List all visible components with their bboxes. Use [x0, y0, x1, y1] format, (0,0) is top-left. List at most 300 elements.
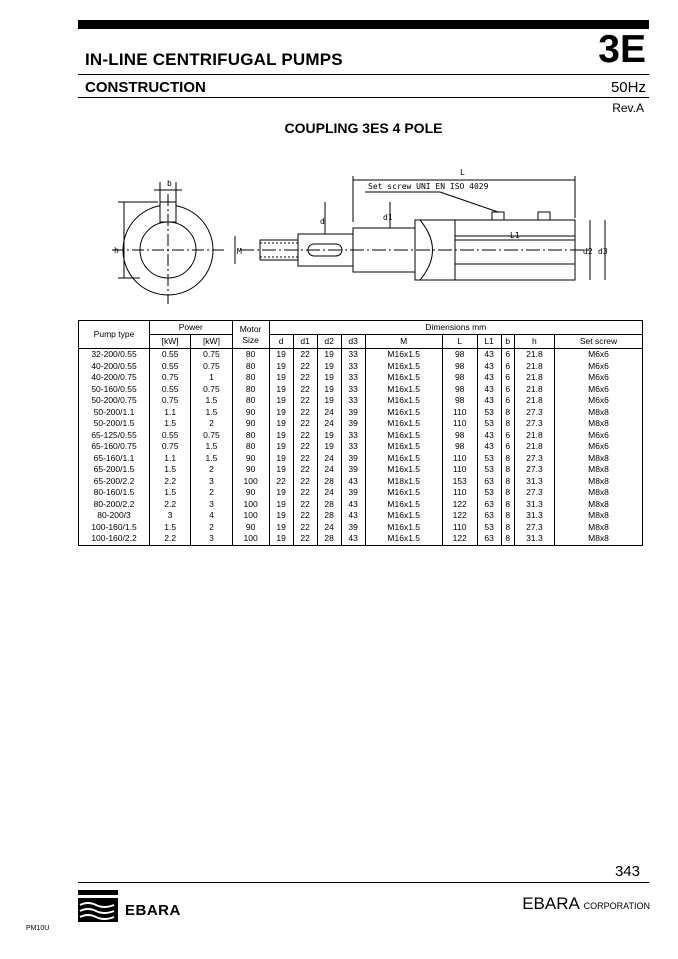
- header-rule-thick: [78, 20, 649, 29]
- table-cell: M8x8: [555, 499, 643, 511]
- pump-type-cell: 65-160/0.75: [79, 441, 150, 453]
- table-cell: 21.8: [514, 372, 554, 384]
- table-cell: 21.8: [514, 384, 554, 396]
- dimensions-table: [78, 320, 643, 546]
- col-power: Power: [150, 321, 233, 335]
- table-cell: 28: [317, 510, 341, 522]
- ebara-logo-icon: [78, 890, 120, 922]
- table-cell: 43: [477, 349, 501, 361]
- table-cell: 22: [293, 499, 317, 511]
- table-cell: 33: [341, 372, 365, 384]
- table-cell: 6: [501, 349, 514, 361]
- table-cell: 2: [191, 418, 232, 430]
- table-cell: 1.5: [191, 453, 232, 465]
- table-cell: 43: [477, 441, 501, 453]
- col-dimensions: Dimensions mm: [269, 321, 642, 335]
- table-cell: 1.1: [150, 453, 191, 465]
- table-cell: 8: [501, 510, 514, 522]
- table-cell: M6x6: [555, 349, 643, 361]
- table-cell: 19: [269, 395, 293, 407]
- table-row: [79, 395, 643, 407]
- table-cell: 1.5: [150, 464, 191, 476]
- table-cell: 0.75: [191, 384, 232, 396]
- table-cell: 19: [269, 453, 293, 465]
- table-cell: 2: [191, 522, 232, 534]
- table-cell: 43: [477, 361, 501, 373]
- table-cell: 19: [317, 430, 341, 442]
- pump-type-cell: 80-160/1.5: [79, 487, 150, 499]
- table-cell: 1.5: [150, 487, 191, 499]
- table-cell: 153: [442, 476, 477, 488]
- table-cell: M8x8: [555, 407, 643, 419]
- table-cell: 0.55: [150, 430, 191, 442]
- table-cell: 122: [442, 499, 477, 511]
- logo-wordmark: EBARA: [125, 902, 181, 919]
- table-cell: 27.3: [514, 522, 554, 534]
- table-cell: 8: [501, 418, 514, 430]
- table-cell: 24: [317, 453, 341, 465]
- table-cell: 2.2: [150, 533, 191, 545]
- table-cell: 0.75: [150, 395, 191, 407]
- table-cell: 0.55: [150, 349, 191, 361]
- table-cell: 22: [293, 453, 317, 465]
- table-cell: 27.3: [514, 453, 554, 465]
- table-cell: 3: [191, 476, 232, 488]
- page-number: 343: [614, 863, 640, 880]
- table-cell: 8: [501, 533, 514, 545]
- table-cell: M16x1.5: [365, 349, 442, 361]
- set-screw-2: [538, 212, 550, 220]
- subheader-cell: d2: [317, 335, 341, 349]
- table-cell: 39: [341, 487, 365, 499]
- table-cell: M16x1.5: [365, 487, 442, 499]
- table-cell: 27.3: [514, 487, 554, 499]
- table-cell: 90: [232, 464, 269, 476]
- table-cell: 98: [442, 361, 477, 373]
- table-cell: 110: [442, 418, 477, 430]
- table-cell: 31.3: [514, 533, 554, 545]
- table-cell: M16x1.5: [365, 499, 442, 511]
- pump-type-cell: 80-200/3: [79, 510, 150, 522]
- table-cell: M8x8: [555, 476, 643, 488]
- table-cell: M8x8: [555, 418, 643, 430]
- table-cell: 21.8: [514, 349, 554, 361]
- table-row: [79, 476, 643, 488]
- table-row: [79, 487, 643, 499]
- document-code: PM10U: [26, 925, 50, 932]
- table-cell: 0.55: [150, 384, 191, 396]
- pump-type-cell: 65-200/1.5: [79, 464, 150, 476]
- table-cell: M16x1.5: [365, 522, 442, 534]
- table-row: [79, 464, 643, 476]
- table-cell: 6: [501, 430, 514, 442]
- table-cell: 27.3: [514, 407, 554, 419]
- table-cell: 63: [477, 533, 501, 545]
- table-cell: 110: [442, 522, 477, 534]
- table-cell: 90: [232, 407, 269, 419]
- table-cell: 53: [477, 487, 501, 499]
- table-cell: 19: [269, 430, 293, 442]
- table-cell: 31.3: [514, 476, 554, 488]
- subheader-cell: L1: [477, 335, 501, 349]
- table-cell: 122: [442, 510, 477, 522]
- table-cell: M16x1.5: [365, 372, 442, 384]
- table-cell: M8x8: [555, 522, 643, 534]
- table-cell: M8x8: [555, 487, 643, 499]
- table-cell: 22: [293, 372, 317, 384]
- subheader-cell: b: [501, 335, 514, 349]
- table-row: [79, 453, 643, 465]
- pump-type-cell: 50-200/0.75: [79, 395, 150, 407]
- table-cell: 90: [232, 487, 269, 499]
- pump-type-cell: 40-200/0.75: [79, 372, 150, 384]
- table-cell: 0.75: [150, 372, 191, 384]
- table-cell: 27.3: [514, 418, 554, 430]
- table-cell: 19: [317, 361, 341, 373]
- table-cell: 6: [501, 372, 514, 384]
- table-cell: 1.5: [150, 418, 191, 430]
- table-cell: 27.3: [514, 464, 554, 476]
- table-cell: M6x6: [555, 361, 643, 373]
- table-cell: M6x6: [555, 430, 643, 442]
- subheader-cell: d1: [293, 335, 317, 349]
- table-cell: 53: [477, 522, 501, 534]
- pump-type-cell: 40-200/0.55: [79, 361, 150, 373]
- table-row: [79, 441, 643, 453]
- table-cell: 39: [341, 453, 365, 465]
- table-cell: 22: [293, 395, 317, 407]
- table-cell: 19: [317, 372, 341, 384]
- dim-L-label: L: [460, 168, 465, 177]
- coupling-technical-drawing: [100, 162, 620, 312]
- table-cell: M6x6: [555, 372, 643, 384]
- table-cell: M16x1.5: [365, 418, 442, 430]
- table-cell: 6: [501, 441, 514, 453]
- page-title: IN-LINE CENTRIFUGAL PUMPS: [85, 50, 343, 69]
- table-cell: 39: [341, 407, 365, 419]
- table-cell: 80: [232, 441, 269, 453]
- table-cell: 2: [191, 487, 232, 499]
- table-cell: 100: [232, 499, 269, 511]
- table-cell: 8: [501, 499, 514, 511]
- table-cell: M16x1.5: [365, 407, 442, 419]
- table-cell: 22: [293, 418, 317, 430]
- table-cell: 98: [442, 430, 477, 442]
- table-cell: 33: [341, 430, 365, 442]
- table-cell: 19: [269, 418, 293, 430]
- table-cell: 110: [442, 487, 477, 499]
- subheader-cell: d: [269, 335, 293, 349]
- table-cell: 3: [191, 499, 232, 511]
- table-row: [79, 349, 643, 361]
- revision-label: Rev.A: [612, 101, 644, 115]
- table-cell: 8: [501, 522, 514, 534]
- table-cell: 19: [317, 349, 341, 361]
- table-cell: 24: [317, 522, 341, 534]
- table-cell: M6x6: [555, 441, 643, 453]
- table-cell: 21.8: [514, 395, 554, 407]
- table-cell: 8: [501, 407, 514, 419]
- table-cell: 100: [232, 510, 269, 522]
- table-cell: M16x1.5: [365, 384, 442, 396]
- frequency-label: 50Hz: [610, 79, 646, 96]
- table-cell: 19: [269, 499, 293, 511]
- table-cell: 1.5: [191, 395, 232, 407]
- table-cell: 110: [442, 453, 477, 465]
- pump-type-cell: 65-125/0.55: [79, 430, 150, 442]
- table-cell: 100: [232, 476, 269, 488]
- table-cell: 22: [293, 510, 317, 522]
- pump-type-cell: 50-200/1.5: [79, 418, 150, 430]
- table-cell: 21.8: [514, 430, 554, 442]
- table-cell: 80: [232, 384, 269, 396]
- table-cell: 39: [341, 522, 365, 534]
- table-cell: 43: [341, 499, 365, 511]
- table-cell: 98: [442, 441, 477, 453]
- col-pump-type: Pump type: [79, 321, 150, 349]
- set-screw-callout: Set screw UNI EN ISO 4029: [368, 182, 489, 191]
- table-cell: 19: [317, 395, 341, 407]
- dim-d2-label: d2: [583, 247, 593, 256]
- subheader-cell: [kW]: [191, 335, 232, 349]
- table-cell: 8: [501, 453, 514, 465]
- table-cell: 43: [477, 372, 501, 384]
- dim-h-label: h: [114, 246, 119, 255]
- table-cell: 0.75: [150, 441, 191, 453]
- table-row: [79, 418, 643, 430]
- table-cell: 110: [442, 407, 477, 419]
- table-cell: 53: [477, 407, 501, 419]
- table-cell: 24: [317, 464, 341, 476]
- pump-type-cell: 50-200/1.1: [79, 407, 150, 419]
- table-cell: 22: [293, 349, 317, 361]
- table-cell: 19: [269, 487, 293, 499]
- table-cell: 19: [269, 407, 293, 419]
- table-cell: 21.8: [514, 361, 554, 373]
- table-cell: M16x1.5: [365, 395, 442, 407]
- table-cell: 21.8: [514, 441, 554, 453]
- pump-type-cell: 100-160/1.5: [79, 522, 150, 534]
- table-cell: 22: [293, 384, 317, 396]
- table-cell: 1.1: [150, 407, 191, 419]
- table-cell: 19: [317, 384, 341, 396]
- table-cell: 22: [293, 522, 317, 534]
- table-cell: 19: [269, 533, 293, 545]
- table-cell: 90: [232, 418, 269, 430]
- table-cell: 33: [341, 349, 365, 361]
- table-row: [79, 522, 643, 534]
- table-cell: M16x1.5: [365, 464, 442, 476]
- table-cell: 80: [232, 430, 269, 442]
- table-cell: 98: [442, 395, 477, 407]
- table-cell: M16x1.5: [365, 430, 442, 442]
- footer-divider: [78, 882, 649, 883]
- table-cell: 33: [341, 361, 365, 373]
- table-cell: 80: [232, 372, 269, 384]
- pump-type-cell: 80-200/2.2: [79, 499, 150, 511]
- table-cell: 1: [191, 372, 232, 384]
- table-row: [79, 499, 643, 511]
- table-row: [79, 407, 643, 419]
- table-cell: M16x1.5: [365, 453, 442, 465]
- table-cell: 0.75: [191, 349, 232, 361]
- dim-d3-label: d3: [598, 247, 608, 256]
- table-cell: 28: [317, 499, 341, 511]
- table-cell: 43: [477, 430, 501, 442]
- subheader-cell: [kW]: [150, 335, 191, 349]
- dim-b-label: b: [167, 179, 172, 188]
- table-cell: 110: [442, 464, 477, 476]
- table-cell: 33: [341, 395, 365, 407]
- table-row: [79, 510, 643, 522]
- pump-type-cell: 32-200/0.55: [79, 349, 150, 361]
- table-cell: 122: [442, 533, 477, 545]
- table-cell: M16x1.5: [365, 441, 442, 453]
- table-cell: 22: [293, 407, 317, 419]
- table-cell: 22: [293, 464, 317, 476]
- table-cell: 19: [269, 522, 293, 534]
- table-cell: 1.5: [191, 407, 232, 419]
- table-cell: 19: [269, 349, 293, 361]
- table-cell: 63: [477, 499, 501, 511]
- dim-d-label: d: [320, 217, 325, 226]
- table-cell: 19: [269, 464, 293, 476]
- table-cell: 39: [341, 464, 365, 476]
- table-row: [79, 384, 643, 396]
- table-cell: M16x1.5: [365, 361, 442, 373]
- table-cell: 2.2: [150, 476, 191, 488]
- table-cell: 90: [232, 522, 269, 534]
- table-cell: 90: [232, 453, 269, 465]
- table-cell: M8x8: [555, 453, 643, 465]
- table-cell: 8: [501, 476, 514, 488]
- table-cell: 1.5: [191, 441, 232, 453]
- table-cell: 19: [269, 384, 293, 396]
- table-cell: M8x8: [555, 510, 643, 522]
- table-cell: 43: [341, 533, 365, 545]
- table-cell: 63: [477, 476, 501, 488]
- table-cell: 3: [191, 533, 232, 545]
- pump-type-cell: 100-160/2.2: [79, 533, 150, 545]
- table-cell: 19: [269, 361, 293, 373]
- table-cell: 6: [501, 361, 514, 373]
- table-cell: 19: [269, 441, 293, 453]
- table-cell: 22: [293, 430, 317, 442]
- page-subtitle: CONSTRUCTION: [85, 79, 206, 96]
- table-cell: 100: [232, 533, 269, 545]
- table-cell: 8: [501, 464, 514, 476]
- table-cell: 24: [317, 407, 341, 419]
- table-cell: 2: [191, 464, 232, 476]
- table-row: [79, 372, 643, 384]
- table-cell: 22: [293, 361, 317, 373]
- table-cell: 43: [477, 384, 501, 396]
- section-title: COUPLING 3ES 4 POLE: [284, 120, 443, 136]
- subheader-cell: d3: [341, 335, 365, 349]
- table-cell: 80: [232, 395, 269, 407]
- table-cell: 43: [341, 476, 365, 488]
- dim-d1-label: d1: [383, 213, 393, 222]
- subheader-cell: L: [442, 335, 477, 349]
- table-cell: 53: [477, 453, 501, 465]
- table-cell: 31.3: [514, 499, 554, 511]
- subheader-divider: [78, 97, 649, 98]
- table-cell: 0.75: [191, 430, 232, 442]
- table-cell: M18x1.5: [365, 476, 442, 488]
- table-cell: 2.2: [150, 499, 191, 511]
- table-cell: M8x8: [555, 464, 643, 476]
- table-cell: 6: [501, 384, 514, 396]
- table-row: [79, 430, 643, 442]
- subheader-cell: Set screw: [555, 335, 643, 349]
- table-cell: 19: [269, 510, 293, 522]
- table-cell: 4: [191, 510, 232, 522]
- pump-type-cell: 50-160/0.55: [79, 384, 150, 396]
- table-cell: 0.55: [150, 361, 191, 373]
- table-cell: M16x1.5: [365, 533, 442, 545]
- table-cell: 6: [501, 395, 514, 407]
- table-cell: M6x6: [555, 384, 643, 396]
- table-cell: 22: [269, 476, 293, 488]
- table-cell: 8: [501, 487, 514, 499]
- table-cell: M8x8: [555, 533, 643, 545]
- table-cell: M6x6: [555, 395, 643, 407]
- pump-type-cell: 65-200/2.2: [79, 476, 150, 488]
- table-cell: 43: [477, 395, 501, 407]
- table-cell: 3: [150, 510, 191, 522]
- col-motor-size: Motor Size: [232, 321, 269, 349]
- table-cell: 98: [442, 372, 477, 384]
- table-cell: 28: [317, 476, 341, 488]
- table-cell: 19: [317, 441, 341, 453]
- corporation-name: EBARA CORPORATION: [522, 894, 650, 913]
- pump-type-cell: 65-160/1.1: [79, 453, 150, 465]
- table-cell: 98: [442, 349, 477, 361]
- table-cell: 33: [341, 384, 365, 396]
- subheader-cell: M: [365, 335, 442, 349]
- table-row: [79, 533, 643, 545]
- table-cell: 22: [293, 476, 317, 488]
- table-cell: 22: [293, 441, 317, 453]
- table-cell: 43: [341, 510, 365, 522]
- table-cell: 31.3: [514, 510, 554, 522]
- table-cell: 28: [317, 533, 341, 545]
- table-cell: M16x1.5: [365, 510, 442, 522]
- table-cell: 53: [477, 418, 501, 430]
- dim-L1-label: L1: [510, 231, 520, 240]
- table-cell: 24: [317, 418, 341, 430]
- set-screw-1: [492, 212, 504, 220]
- table-cell: 22: [293, 487, 317, 499]
- subheader-cell: h: [514, 335, 554, 349]
- table-cell: 53: [477, 464, 501, 476]
- table-cell: 22: [293, 533, 317, 545]
- table-row: [79, 361, 643, 373]
- table-cell: 1.5: [150, 522, 191, 534]
- table-cell: 80: [232, 349, 269, 361]
- table-cell: 33: [341, 441, 365, 453]
- table-cell: 39: [341, 418, 365, 430]
- table-cell: 98: [442, 384, 477, 396]
- table-cell: 24: [317, 487, 341, 499]
- table-cell: 19: [269, 372, 293, 384]
- table-cell: 0.75: [191, 361, 232, 373]
- table-cell: 80: [232, 361, 269, 373]
- header-divider: [78, 74, 649, 75]
- section-code: 3E: [598, 28, 646, 71]
- dim-M-label: M: [237, 247, 242, 256]
- table-cell: 63: [477, 510, 501, 522]
